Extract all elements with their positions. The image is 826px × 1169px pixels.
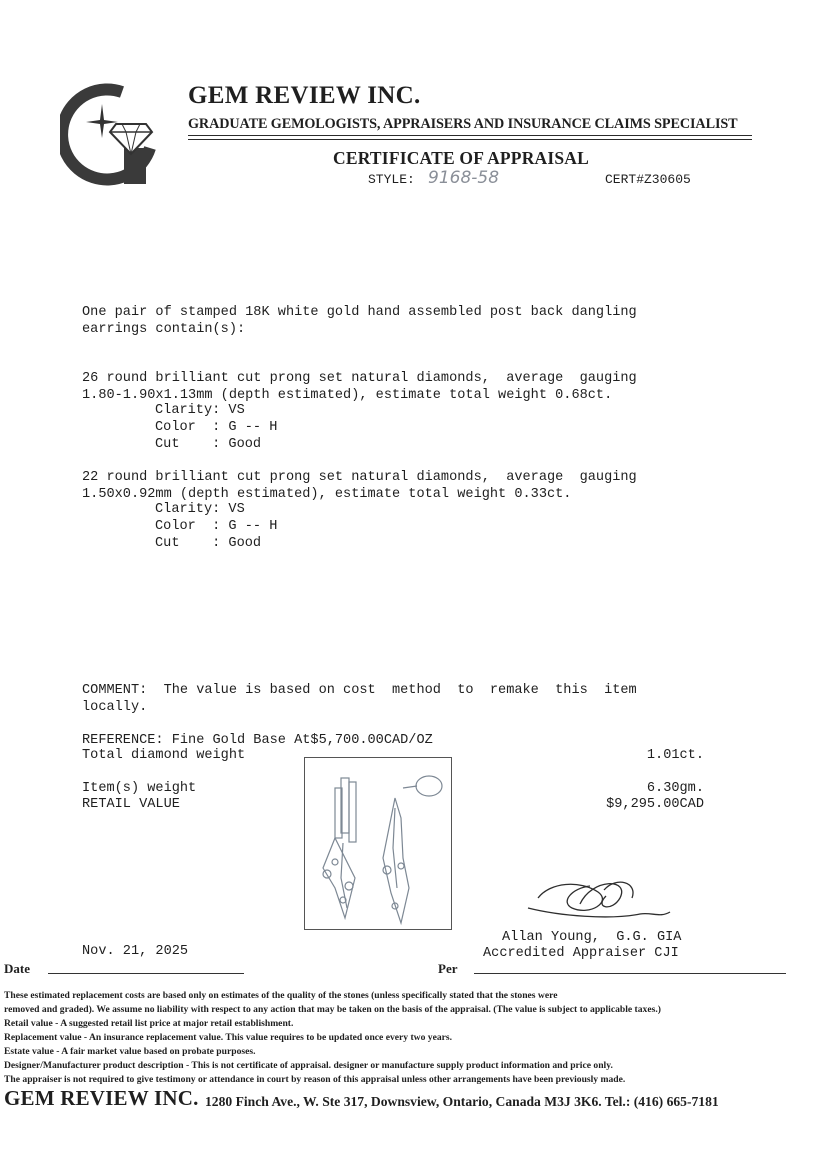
item-weight-label: Item(s) weight [82,781,197,796]
comment: COMMENT: The value is based on cost method to remake this item locally. [82,683,637,715]
disclaimer-line: Designer/Manufacturer product description - This is not certificate of appraisal. designer or manufacture supply product information and price only. [4,1060,613,1071]
company-tagline: GRADUATE GEMOLOGISTS, APPRAISERS AND INSURANCE CLAIMS SPECIALIST [188,116,738,132]
date-label: Date [4,961,30,976]
disclaimer-line: Retail value - A suggested retail list price at major retail establishment. [4,1018,294,1029]
disclaimer-line: Replacement value - An insurance replacement value. This value requires to be updated once every two years. [4,1032,453,1043]
appraiser-name: Allan Young, G.G. GIA [502,930,682,945]
item-description: One pair of stamped 18K white gold hand assembled post back dangling earrings contain(s): [82,305,637,337]
footer-address: 1280 Finch Ave., W. Ste 317, Downsview, Ontario, Canada M3J 3K6. Tel.: (416) 665-7181 [205,1094,719,1109]
header-rule [188,139,752,140]
appraiser-signature [520,868,690,930]
disclaimer-line: removed and graded). We assume no liability with respect to any action that may be taken on the basis of the appraisal. (The value is subject to applicable taxes.) [4,1004,661,1015]
retail-value-label: RETAIL VALUE [82,797,180,812]
per-line [474,973,786,974]
item-weight-value: 6.30gm. [646,781,704,796]
certificate-number: CERT#Z30605 [605,172,691,187]
style-label: STYLE: [368,172,415,187]
header-rule [188,135,752,136]
diamond-group-1-specs: Clarity: VS Color : G -- H Cut : Good [155,403,278,452]
diamond-group-1-description: 26 round brilliant cut prong set natural diamonds, average gauging 1.80-1.90x1.13mm (depth estimated), estimate total weight 0.68ct. [82,371,637,403]
date-line [48,973,244,974]
earrings-illustration [305,758,451,929]
disclaimer-line: The appraiser is not required to give testimony or attendance in court by reason of this appraisal unless other arrangements have been previously made. [4,1074,626,1085]
certificate-title: CERTIFICATE OF APPRAISAL [333,148,590,168]
footer-company: GEM REVIEW INC. [4,1086,199,1110]
gem-review-logo-icon [60,82,160,186]
style-value: 9168-58 [428,168,500,188]
per-label: Per [438,961,458,976]
disclaimer-line: These estimated replacement costs are based only on estimates of the quality of the stones (unless specifically stated that the stones were [4,990,558,1001]
appraiser-title: Accredited Appraiser CJI [483,946,679,961]
reference: REFERENCE: Fine Gold Base At$5,700.00CAD/OZ [82,733,433,748]
diamond-group-2-specs: Clarity: VS Color : G -- H Cut : Good [155,502,278,551]
disclaimer-line: Estate value - A fair market value based on probate purposes. [4,1046,256,1057]
earrings-photo [304,757,452,930]
retail-value-amount: $9,295.00CAD [606,797,704,812]
appraisal-date: Nov. 21, 2025 [82,944,189,959]
total-diamond-weight-value: 1.01ct. [646,748,704,763]
company-name: GEM REVIEW INC. [188,82,421,109]
total-diamond-weight-label: Total diamond weight [82,748,246,763]
diamond-group-2-description: 22 round brilliant cut prong set natural diamonds, average gauging 1.50x0.92mm (depth estimated), estimate total weight 0.33ct. [82,470,637,502]
